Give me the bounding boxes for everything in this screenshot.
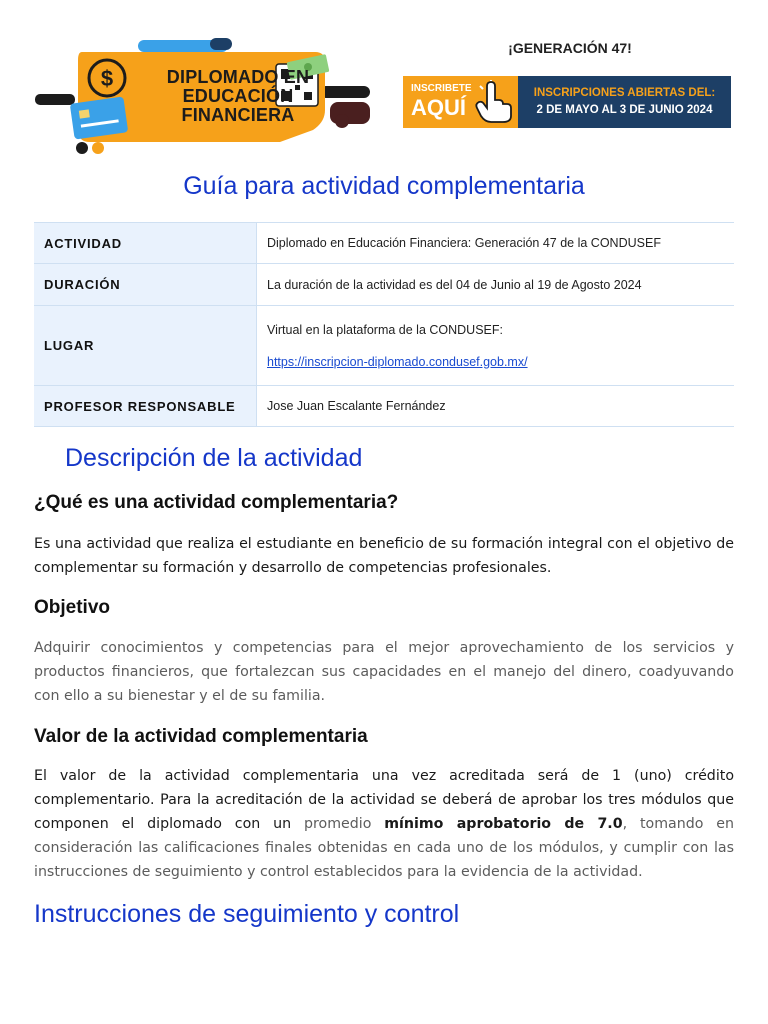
registration-date-range: 2 DE MAYO AL 3 DE JUNIO 2024 (536, 104, 713, 116)
instrucciones-heading: Instrucciones de seguimiento y control (34, 900, 460, 928)
valor-text-b: promedio (303, 816, 372, 832)
register-small-text: INSCRIBETE (411, 83, 472, 94)
lugar-text: Virtual en la plataforma de la CONDUSEF: (267, 322, 503, 337)
profesor-label: PROFESOR RESPONSABLE (34, 386, 257, 427)
duracion-label: DURACIÓN (34, 264, 257, 306)
valor-text (34, 764, 734, 884)
registration-banner[interactable] (403, 76, 731, 128)
que-es-text: Es una actividad que realiza el estudiante en beneficio de su formación integral con el objetivo de complementar su formación y desarrollo de competencias profesionales. (34, 536, 734, 576)
duracion-value: La duración de la actividad es del 04 de Junio al 19 de Agosto 2024 (257, 264, 735, 306)
objetivo-text: Adquirir conocimientos y competencias para el mejor aprovechamiento de los servicios y productos financieros, que fortalezcan sus capacidades en el manejo del dinero, coadyuvando con ello a su bienestar y el de su familia. (34, 640, 734, 704)
lugar-value (257, 306, 735, 386)
svg-text:$: $ (100, 66, 114, 91)
descripcion-heading: Descripción de la actividad (65, 444, 363, 472)
valor-text-bold: mínimo aprobatorio de 7.0 (384, 816, 623, 832)
actividad-label: ACTIVIDAD (34, 223, 257, 264)
table-row (34, 386, 734, 427)
objetivo-heading: Objetivo (34, 597, 111, 618)
table-row (34, 264, 734, 306)
logo-line-2: EDUCACIÓN (182, 86, 294, 106)
registration-dates (518, 76, 731, 128)
logo-text (158, 68, 318, 125)
diplomado-logo (30, 30, 375, 160)
logo-line-3: FINANCIERA (181, 105, 295, 125)
register-here-button[interactable] (403, 76, 518, 128)
register-big-text: AQUÍ (411, 95, 466, 120)
logo-line-1: DIPLOMADO EN (166, 67, 310, 87)
activity-info-table (34, 222, 734, 427)
generation-label: ¡GENERACIÓN 47! (508, 40, 632, 56)
que-es-heading: ¿Qué es una actividad complementaria? (34, 492, 399, 513)
table-row (34, 223, 734, 264)
table-row (34, 306, 734, 386)
platform-link[interactable]: https://inscripcion-diplomado.condusef.gob.mx/ (267, 354, 528, 369)
header-banner (0, 0, 768, 165)
hand-pointer-icon (473, 80, 513, 124)
registration-open-label: INSCRIPCIONES ABIERTAS DEL: (533, 87, 716, 99)
profesor-value: Jose Juan Escalante Fernández (257, 386, 735, 427)
actividad-value: Diplomado en Educación Financiera: Generación 47 de la CONDUSEF (257, 223, 735, 264)
lugar-label: LUGAR (34, 306, 257, 386)
valor-text-d: , tomando en consideración las calificaciones finales obtenidas en cada uno de los módulos, y cumplir con las instrucciones de seguimiento y control establecidos para la evidencia de la actividad. (34, 816, 734, 880)
page-title: Guía para actividad complementaria (183, 172, 585, 200)
valor-heading: Valor de la actividad complementaria (34, 726, 368, 747)
valor-text-a: El valor de la actividad complementaria una vez acreditada será de 1 (uno) crédito complementario. Para la acreditación de la actividad se deberá de aprobar los tres módulos que componen el diplomado con un (34, 768, 734, 832)
